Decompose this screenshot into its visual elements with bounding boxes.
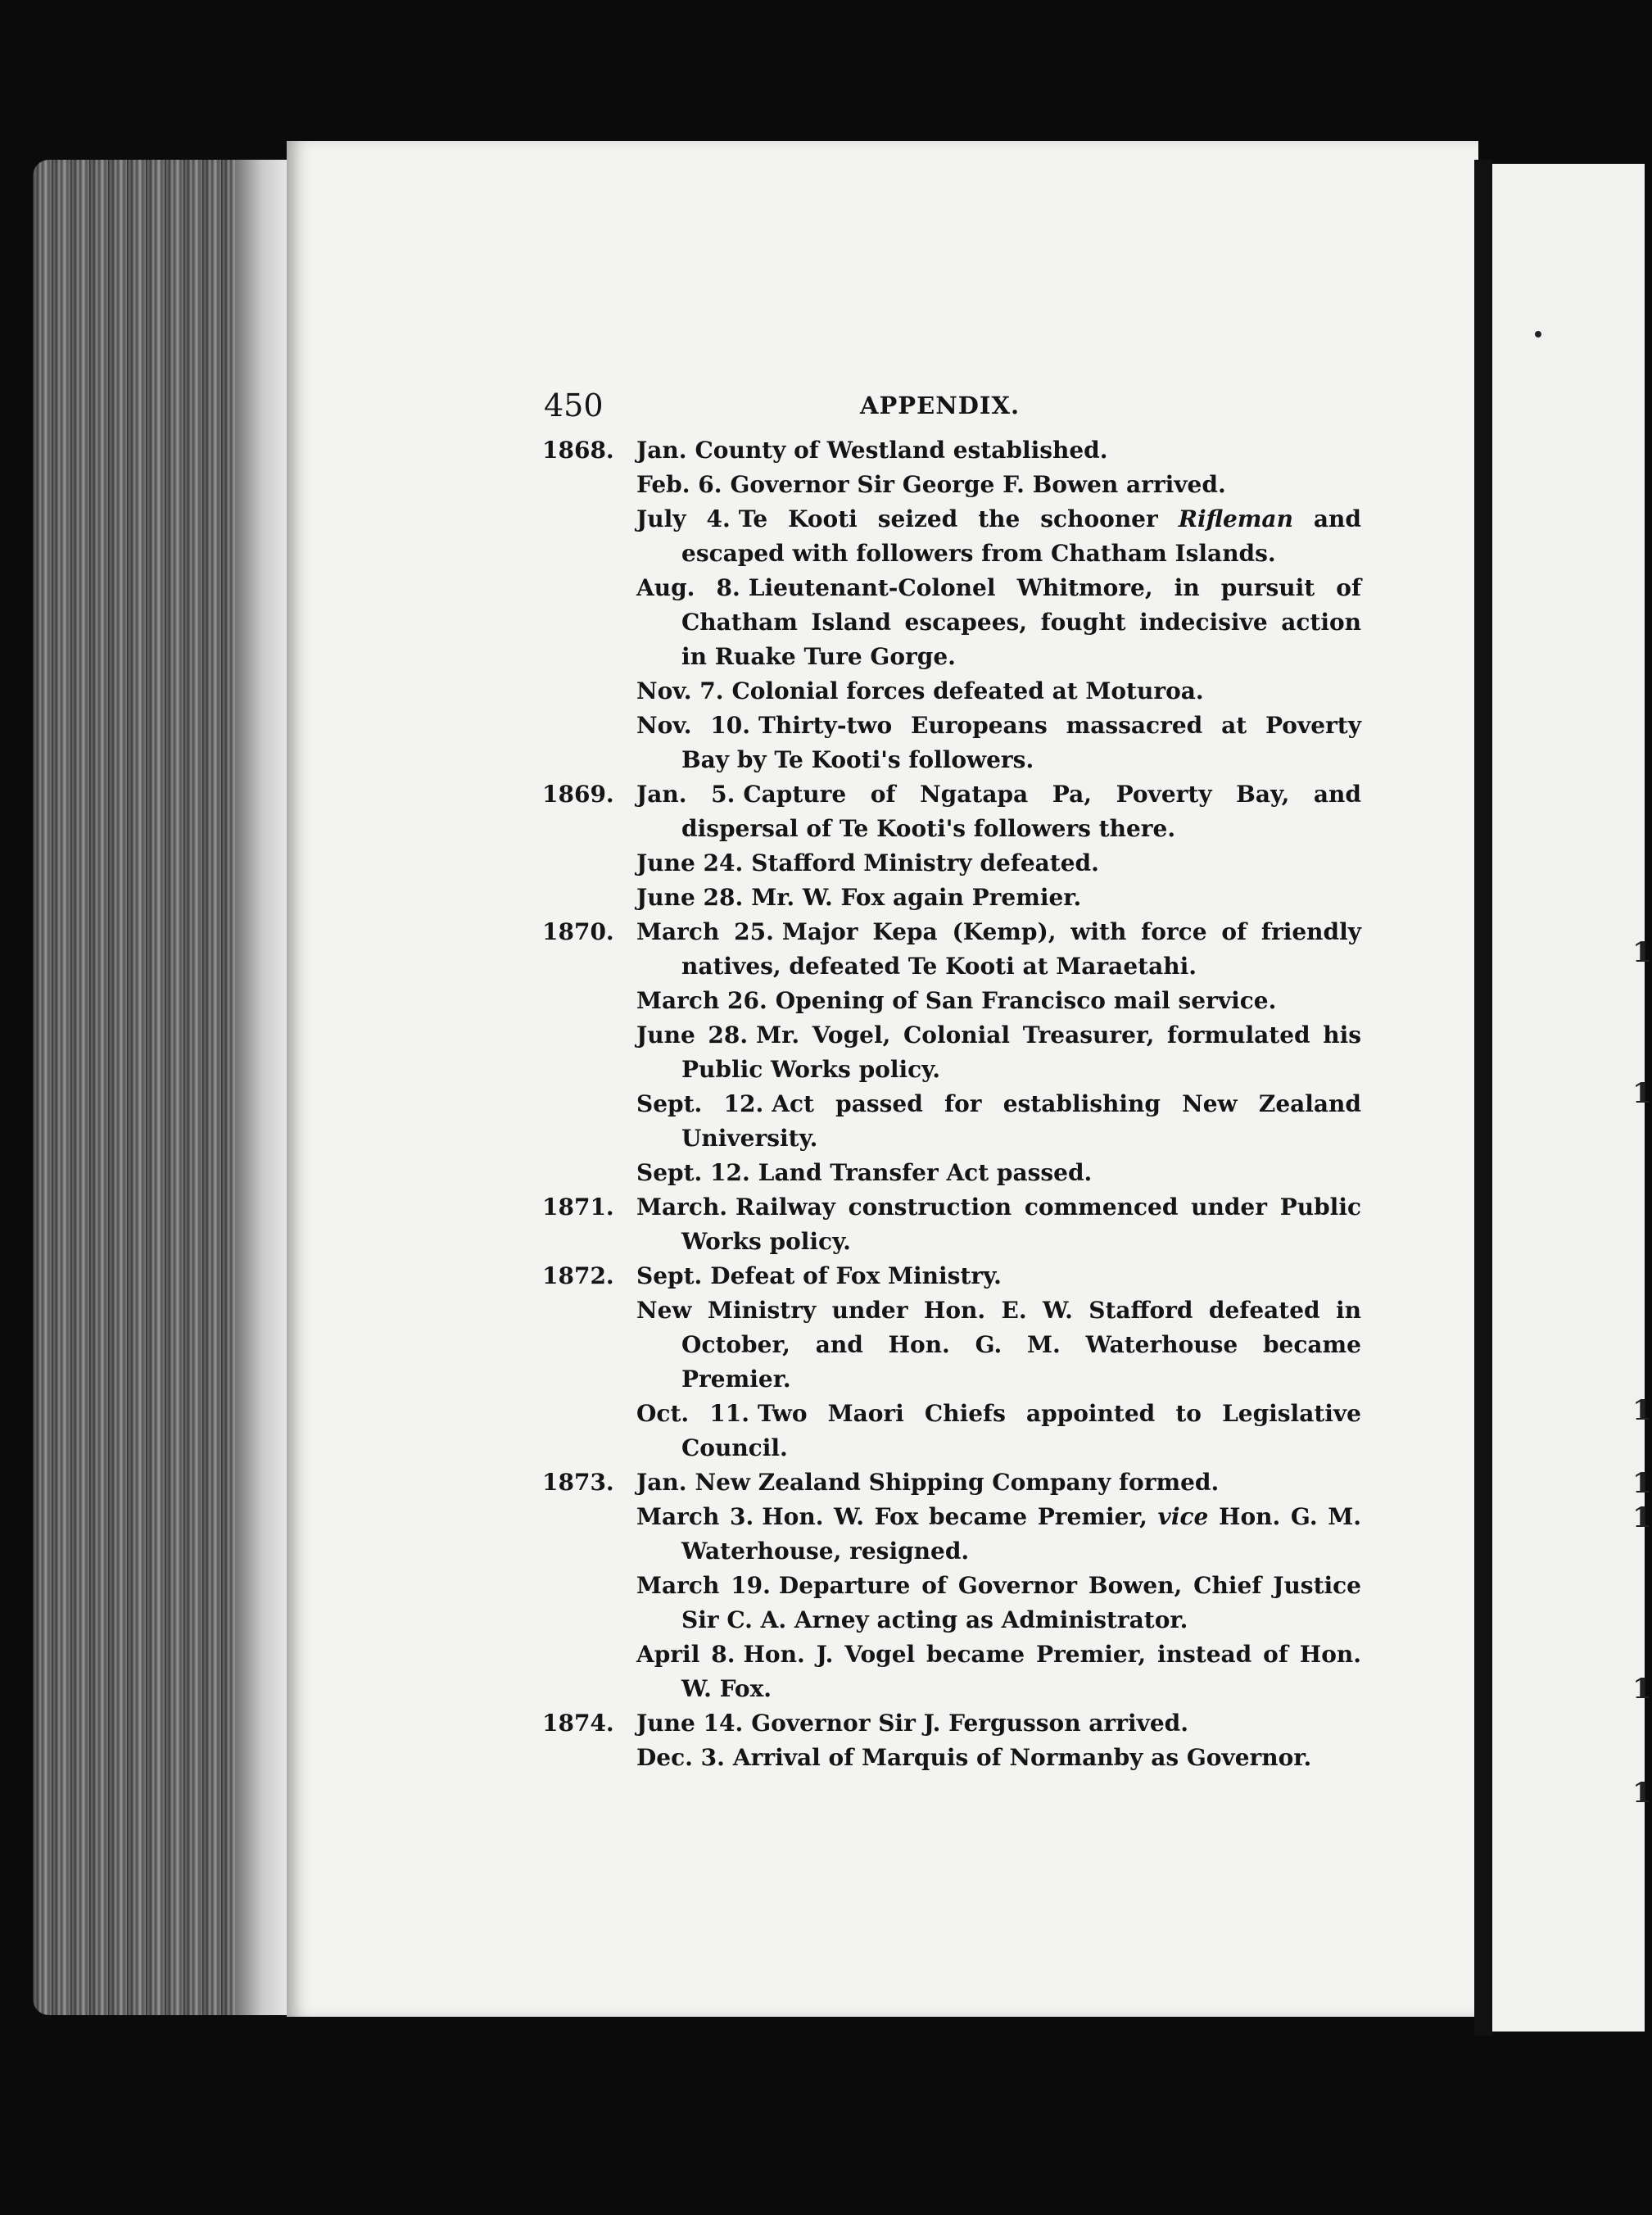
entry-text: Hon. J. Vogel became Premier, instead of Hon. W. Fox. xyxy=(681,1641,1361,1702)
right-page-number: 1 xyxy=(1632,1777,1652,1810)
entry-text: Hon. W. Fox became Premier, xyxy=(762,1503,1158,1530)
entry-date: Oct. 11. xyxy=(636,1400,749,1427)
chronology-entry xyxy=(542,1706,1361,1741)
entry-text: Arrival of Marquis of Normanby as Governor. xyxy=(732,1744,1312,1771)
entry-text: Two Maori Chiefs appointed to Legislative Council. xyxy=(681,1400,1361,1461)
entry-date: Nov. 7. xyxy=(636,677,724,704)
chronology-entry xyxy=(542,709,1361,777)
chronology-entry xyxy=(542,1156,1361,1190)
chronology-entry xyxy=(542,1637,1361,1706)
entry-text: Te Kooti seized the schooner xyxy=(738,505,1179,532)
entry-date: Jan. 5. xyxy=(636,781,735,808)
entry-text: Act passed for establishing New Zealand University. xyxy=(681,1090,1361,1152)
chronology-entry xyxy=(542,1293,1361,1397)
entry-text: New Ministry under Hon. E. W. Stafford defeated in October, and Hon. G. M. Waterhouse became Premier. xyxy=(636,1297,1361,1393)
chronology-entry xyxy=(542,915,1361,984)
entry-text: Departure of Governor Bowen, Chief Justice Sir C. A. Arney acting as Administrator. xyxy=(681,1572,1361,1633)
entry-text: Lieutenant-Colonel Whitmore, in pursuit of Chatham Island escapees, fought indecisive action in Ruake Ture Gorge. xyxy=(681,574,1361,670)
page-number: 450 xyxy=(544,387,604,424)
entry-date: March 25. xyxy=(636,918,774,945)
entry-date: March. xyxy=(636,1194,728,1221)
chronology-entry xyxy=(542,674,1361,709)
right-page-number: 1 xyxy=(1632,1467,1652,1500)
chronology-entry xyxy=(542,846,1361,881)
entry-year: 1872. xyxy=(542,1262,614,1289)
entry-year: 1874. xyxy=(542,1710,614,1737)
right-page-number: 1 xyxy=(1632,1673,1652,1705)
entry-date: June 28. xyxy=(636,1021,749,1049)
entry-text: Thirty-two Europeans massacred at Poverty Bay by Te Kooti's followers. xyxy=(681,712,1362,773)
entry-text: Capture of Ngatapa Pa, Poverty Bay, and dispersal of Te Kooti's followers there. xyxy=(681,781,1361,842)
book-gutter xyxy=(1474,160,1492,2036)
entry-text: Mr. Vogel, Colonial Treasurer, formulated his Public Works policy. xyxy=(681,1021,1361,1083)
entry-date: March 19. xyxy=(636,1572,771,1599)
right-page-number: 1 xyxy=(1632,1394,1652,1427)
entry-date: Dec. 3. xyxy=(636,1744,725,1771)
right-page xyxy=(1492,164,1645,2032)
entry-date: Sept. 12. xyxy=(636,1090,764,1117)
entry-date: Sept. 12. xyxy=(636,1159,750,1186)
entry-date: Jan. xyxy=(636,1469,687,1496)
chronology-entry xyxy=(542,468,1361,502)
chronology-entry xyxy=(542,777,1361,846)
speck xyxy=(1535,331,1541,337)
chronology-entry xyxy=(542,1465,1361,1500)
ship-name: Rifleman xyxy=(1178,505,1293,532)
entry-text: Defeat of Fox Ministry. xyxy=(710,1262,1002,1289)
entry-date: July 4. xyxy=(636,505,731,532)
entry-text: County of Westland established. xyxy=(695,437,1108,464)
entry-text: Governor Sir J. Fergusson arrived. xyxy=(751,1710,1188,1737)
entry-text: Opening of San Francisco mail service. xyxy=(775,987,1277,1014)
entry-date: June 24. xyxy=(636,849,744,876)
entry-text: Mr. W. Fox again Premier. xyxy=(751,884,1082,911)
right-page-number: 1 xyxy=(1632,936,1652,969)
right-page-number: 1 xyxy=(1632,1077,1652,1110)
entry-year: 1868. xyxy=(542,437,614,464)
page-title: APPENDIX. xyxy=(860,392,1021,419)
entry-text: and escaped with followers from Chatham Islands. xyxy=(681,505,1361,567)
chronology-entry xyxy=(542,1018,1361,1087)
entry-date: Aug. 8. xyxy=(636,574,740,601)
chronology-entry xyxy=(542,1259,1361,1293)
page-edges xyxy=(33,160,293,2015)
chronology-entry xyxy=(542,1190,1361,1259)
chronology-entry xyxy=(542,1569,1361,1637)
entry-text: Colonial forces defeated at Moturoa. xyxy=(731,677,1204,704)
entry-text: Major Kepa (Kemp), with force of friendly natives, defeated Te Kooti at Maraetahi. xyxy=(681,918,1361,980)
entry-date: Sept. xyxy=(636,1262,703,1289)
entry-year: 1873. xyxy=(542,1469,614,1496)
entry-year: 1871. xyxy=(542,1194,614,1221)
entry-year: 1869. xyxy=(542,781,614,808)
entry-date: April 8. xyxy=(636,1641,735,1668)
page-header xyxy=(542,382,1361,429)
entry-text: Land Transfer Act passed. xyxy=(758,1159,1093,1186)
entry-date: June 28. xyxy=(636,884,744,911)
chronology-entry xyxy=(542,881,1361,915)
chronology-entry xyxy=(542,433,1361,468)
entry-year: 1870. xyxy=(542,918,614,945)
entry-text: Governor Sir George F. Bowen arrived. xyxy=(730,471,1226,498)
entry-date: Nov. 10. xyxy=(636,712,751,739)
page-text xyxy=(542,382,1361,1775)
entry-date: June 14. xyxy=(636,1710,744,1737)
chronology-entry xyxy=(542,1397,1361,1465)
entry-text: Railway construction commenced under Public Works policy. xyxy=(681,1194,1361,1255)
latin-word: vice xyxy=(1157,1503,1209,1530)
entry-text: Hon. G. M. Waterhouse, resigned. xyxy=(681,1503,1361,1565)
entry-date: March 26. xyxy=(636,987,767,1014)
chronology-entry xyxy=(542,502,1361,571)
entry-date: Feb. 6. xyxy=(636,471,722,498)
entry-date: March 3. xyxy=(636,1503,754,1530)
entry-date: Jan. xyxy=(636,437,687,464)
chronology-entry xyxy=(542,1087,1361,1156)
chronology-entry xyxy=(542,984,1361,1018)
right-page-number: 1 xyxy=(1632,1502,1652,1534)
entry-text: Stafford Ministry defeated. xyxy=(751,849,1099,876)
chronology-entry xyxy=(542,1741,1361,1775)
chronology-entry xyxy=(542,1500,1361,1569)
chronology-entry xyxy=(542,571,1361,674)
entry-text: New Zealand Shipping Company formed. xyxy=(695,1469,1220,1496)
